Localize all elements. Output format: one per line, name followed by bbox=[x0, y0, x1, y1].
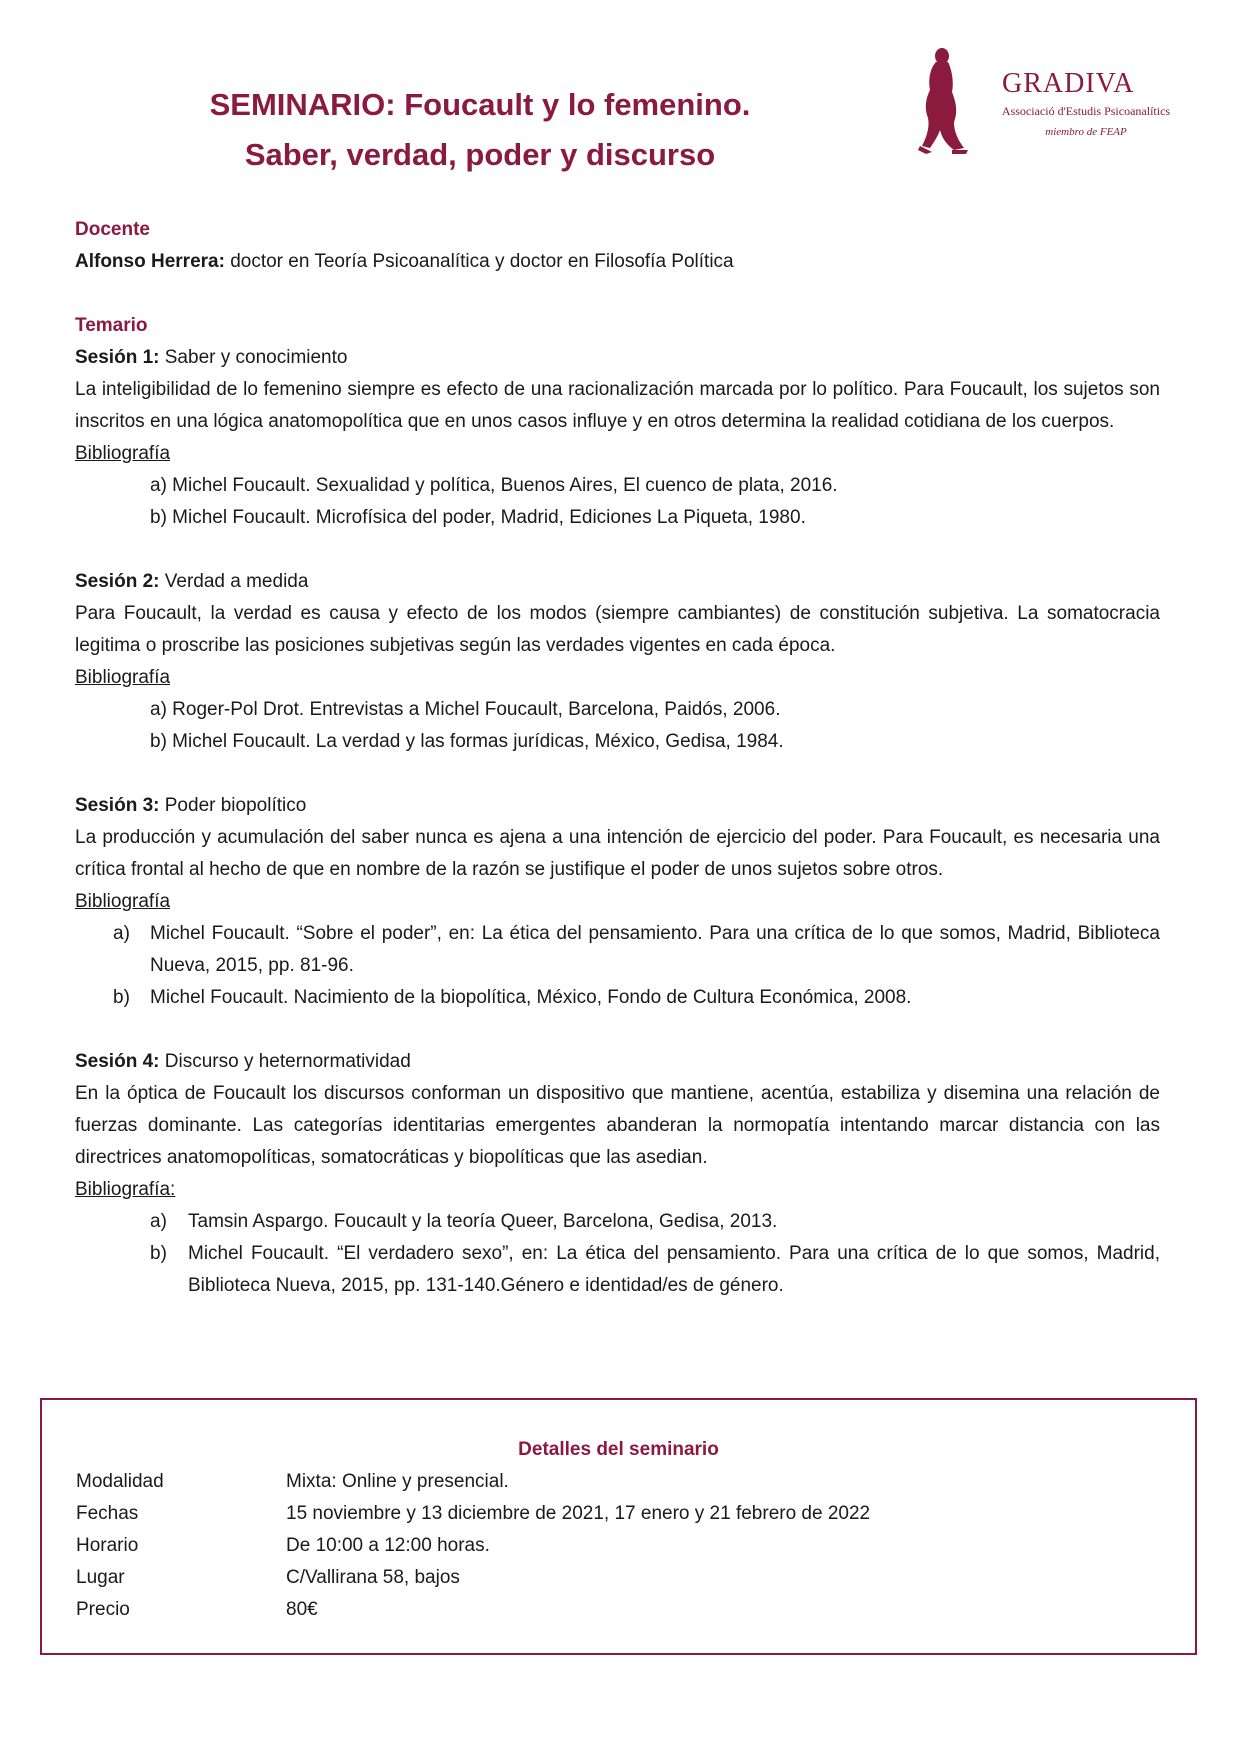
logo-name: GRADIVA bbox=[1002, 68, 1135, 99]
bib-marker: b) bbox=[113, 987, 130, 1008]
title-line-1: SEMINARIO: Foucault y lo femenino. bbox=[209, 87, 751, 122]
bib-item: b) Michel Foucault. La verdad y las formas jurídicas, México, Gedisa, 1984. bbox=[150, 731, 784, 752]
docente-description: doctor en Teoría Psicoanalítica y doctor en Filosofía Política bbox=[224, 251, 734, 272]
details-key: Precio bbox=[76, 1599, 130, 1620]
bib-text: Michel Foucault. Nacimiento de la biopolítica, México, Fondo de Cultura Económica, 2008. bbox=[150, 987, 912, 1008]
docente-name: Alfonso Herrera: bbox=[75, 251, 225, 272]
bib-text: Michel Foucault. “El verdadero sexo”, en: La ética del pensamiento. Para una crítica de lo que somos, Madrid, Biblioteca Nueva, 2015, pp. 131-140.Género e identidad/es de género. bbox=[188, 1243, 1160, 1296]
bib-item bbox=[75, 918, 1160, 982]
session-4 bbox=[75, 1046, 1160, 1302]
session-3 bbox=[75, 790, 1160, 1014]
details-table bbox=[76, 1466, 870, 1626]
bib-marker: a) bbox=[150, 1211, 167, 1232]
session-title bbox=[75, 790, 1160, 822]
session-title bbox=[75, 342, 1160, 374]
session-label: Sesión 2: bbox=[75, 571, 160, 592]
details-row bbox=[76, 1562, 870, 1594]
bib-text: Michel Foucault. “Sobre el poder”, en: La ética del pensamiento. Para una crítica de lo que somos, Madrid, Biblioteca Nueva, 2015, pp. 81-96. bbox=[150, 923, 1160, 976]
bibliography-heading: Bibliografía bbox=[75, 891, 171, 912]
details-heading: Detalles del seminario bbox=[518, 1439, 719, 1460]
details-row bbox=[76, 1498, 870, 1530]
logo-member-text: miembro de FEAP bbox=[1045, 126, 1127, 138]
session-name: Verdad a medida bbox=[159, 571, 309, 592]
logo-subtitle: Associació d'Estudis Psicoanalítics bbox=[1001, 104, 1171, 118]
details-row bbox=[76, 1530, 870, 1562]
seminar-details-box bbox=[40, 1398, 1197, 1655]
session-name: Discurso y heternormatividad bbox=[159, 1051, 411, 1072]
session-description: La producción y acumulación del saber nunca es ajena a una intención de ejercicio del poder. Para Foucault, es necesaria una crítica frontal al hecho de que en nombre de la razón se justifique el poder de unos sujetos sobre otros. bbox=[75, 827, 1160, 880]
session-label: Sesión 4: bbox=[75, 1051, 160, 1072]
details-key: Horario bbox=[76, 1535, 139, 1556]
bib-item bbox=[75, 1238, 1160, 1302]
session-name: Poder biopolítico bbox=[159, 795, 307, 816]
docente-line bbox=[75, 246, 1160, 278]
bib-text: Tamsin Aspargo. Foucault y la teoría Queer, Barcelona, Gedisa, 2013. bbox=[188, 1211, 778, 1232]
session-title bbox=[75, 566, 1160, 598]
details-row bbox=[76, 1594, 870, 1626]
gradiva-logo bbox=[912, 46, 1192, 156]
bibliography-heading: Bibliografía: bbox=[75, 1179, 176, 1200]
session-1 bbox=[75, 342, 1160, 534]
bib-item: a) Michel Foucault. Sexualidad y política, Buenos Aires, El cuenco de plata, 2016. bbox=[150, 475, 838, 496]
session-title bbox=[75, 1046, 1160, 1078]
details-key: Lugar bbox=[76, 1567, 125, 1588]
details-row bbox=[76, 1466, 870, 1498]
temario-heading: Temario bbox=[75, 315, 148, 336]
title-line-2: Saber, verdad, poder y discurso bbox=[244, 137, 716, 172]
session-2 bbox=[75, 566, 1160, 758]
bib-item bbox=[75, 1206, 1160, 1238]
session-description: Para Foucault, la verdad es causa y efecto de los modos (siempre cambiantes) de constitución subjetiva. La somatocracia legitima o proscribe las posiciones subjetivas según las verdades vigentes en cada época. bbox=[75, 603, 1160, 656]
details-key: Modalidad bbox=[76, 1471, 164, 1492]
statue-figure-icon bbox=[912, 46, 974, 154]
main-content bbox=[75, 214, 1160, 1302]
session-label: Sesión 1: bbox=[75, 347, 160, 368]
docente-heading: Docente bbox=[75, 219, 150, 240]
details-value: 80€ bbox=[286, 1599, 318, 1620]
bib-item bbox=[75, 982, 1160, 1014]
session-label: Sesión 3: bbox=[75, 795, 160, 816]
session-description: La inteligibilidad de lo femenino siempre es efecto de una racionalización marcada por lo político. Para Foucault, los sujetos son inscritos en una lógica anatomopolítica que en unos casos influye y en otros determina la realidad cotidiana de los cuerpos. bbox=[75, 379, 1160, 432]
details-value: De 10:00 a 12:00 horas. bbox=[286, 1535, 490, 1556]
details-value: C/Vallirana 58, bajos bbox=[286, 1567, 460, 1588]
session-name: Saber y conocimiento bbox=[159, 347, 348, 368]
bib-marker: b) bbox=[150, 1243, 167, 1264]
details-value: 15 noviembre y 13 diciembre de 2021, 17 enero y 21 febrero de 2022 bbox=[286, 1503, 871, 1524]
details-value: Mixta: Online y presencial. bbox=[286, 1471, 509, 1492]
bib-item: a) Roger-Pol Drot. Entrevistas a Michel Foucault, Barcelona, Paidós, 2006. bbox=[150, 699, 781, 720]
bibliography-heading: Bibliografía bbox=[75, 443, 171, 464]
bib-marker: a) bbox=[113, 923, 130, 944]
details-key: Fechas bbox=[76, 1503, 139, 1524]
bibliography-heading: Bibliografía bbox=[75, 667, 171, 688]
session-description: En la óptica de Foucault los discursos conforman un dispositivo que mantiene, acentúa, estabiliza y disemina una relación de fuerzas dominante. Las categorías identitarias emergentes abanderan la normopatía intentando marcar distancia con las directrices anatomopolíticas, somatocráticas y biopolíticas que las asedian. bbox=[75, 1083, 1160, 1168]
bib-item: b) Michel Foucault. Microfísica del poder, Madrid, Ediciones La Piqueta, 1980. bbox=[150, 507, 806, 528]
page-title bbox=[120, 80, 840, 180]
